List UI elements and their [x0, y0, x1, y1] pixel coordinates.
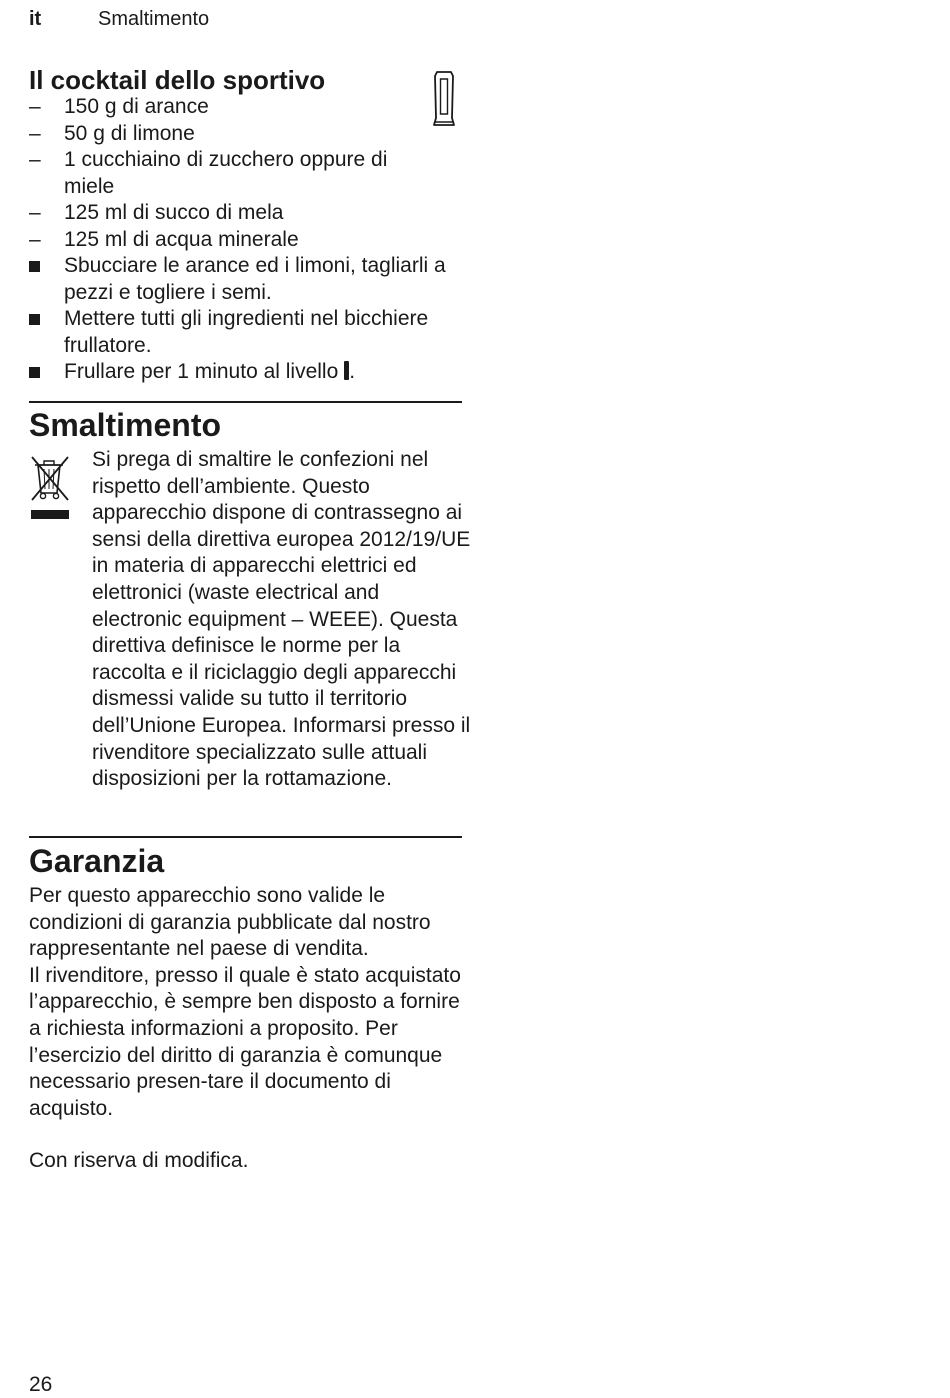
dash-marker: –: [29, 227, 41, 251]
modification-note: Con riserva di modifica.: [29, 1149, 249, 1172]
warranty-body: [29, 883, 469, 1122]
step-suffix: .: [349, 360, 356, 383]
list-item: [29, 306, 469, 359]
ingredient-text: 150 g di arance: [64, 95, 209, 118]
step-marker: [29, 306, 59, 333]
language-code: it: [29, 8, 42, 30]
step-marker: [29, 359, 59, 386]
list-item: [29, 147, 419, 200]
page-number: 26: [29, 1373, 53, 1396]
disposal-paragraph: Si prega di smaltire le confezioni nel rispetto dell’ambiente. Questo apparecchio dispone di contrassegno ai sensi della direttiva europea 2012/19/UE in materia di apparecchi elettrici ed elettronici (waste electrical and electronic equipment – WEEE). Questa direttiva definisce le norme per la raccolta e il riciclaggio degli apparecchi dismessi valide su tutto il territorio dell’Unione Europea. Informarsi presso il rivenditore specializzato sulle attuali disposizioni per la rottamazione.: [92, 448, 471, 791]
list-item: [29, 200, 469, 227]
recipe-title: Il cocktail dello sportivo: [29, 65, 326, 95]
crossed-out-wheelie-bin-icon: [29, 453, 71, 523]
ingredient-text: 50 g di limone: [64, 121, 195, 145]
section-divider: [29, 836, 462, 838]
list-item: [29, 253, 469, 306]
square-bullet-icon: [29, 314, 40, 325]
step-text: Frullare per 1 minuto al livello: [64, 360, 339, 383]
disposal-heading: Smaltimento: [29, 407, 222, 443]
recipe-ingredient-list: [29, 94, 469, 386]
ingredient-text: 125 ml di succo di mela: [64, 201, 284, 224]
list-item: [29, 227, 469, 254]
ingredient-text: 125 ml di acqua minerale: [64, 227, 299, 251]
dash-marker: –: [29, 121, 41, 145]
dash-marker: –: [29, 95, 41, 118]
warranty-paragraph: Per questo apparecchio sono valide le condizioni di garanzia pubblicate dal nostro rappresentante nel paese di vendita.: [29, 884, 431, 961]
square-bullet-icon: [29, 261, 40, 272]
square-bullet-icon: [29, 367, 40, 378]
step-text: Mettere tutti gli ingredienti nel bicchiere frullatore.: [64, 307, 429, 357]
ingredient-text: 1 cucchiaino di zucchero oppure di miele: [64, 148, 388, 198]
dash-marker: –: [29, 148, 41, 171]
list-item: [29, 359, 469, 386]
warranty-paragraph: Il rivenditore, presso il quale è stato acquistato l’apparecchio, è sempre ben disposto a fornire a richiesta informazioni a proposito. Per l’esercizio del diritto di garanzia è comunque necessario presen-tare il documento di acquisto.: [29, 963, 461, 1120]
list-item: [29, 94, 469, 121]
warranty-heading: Garanzia: [29, 843, 165, 879]
step-marker: [29, 253, 59, 280]
header-section-title: Smaltimento: [98, 8, 210, 30]
step-text: Sbucciare le arance ed i limoni, tagliarli a pezzi e togliere i semi.: [64, 254, 446, 304]
dash-marker: –: [29, 201, 41, 224]
section-divider: [29, 401, 462, 403]
list-item: [29, 121, 469, 148]
